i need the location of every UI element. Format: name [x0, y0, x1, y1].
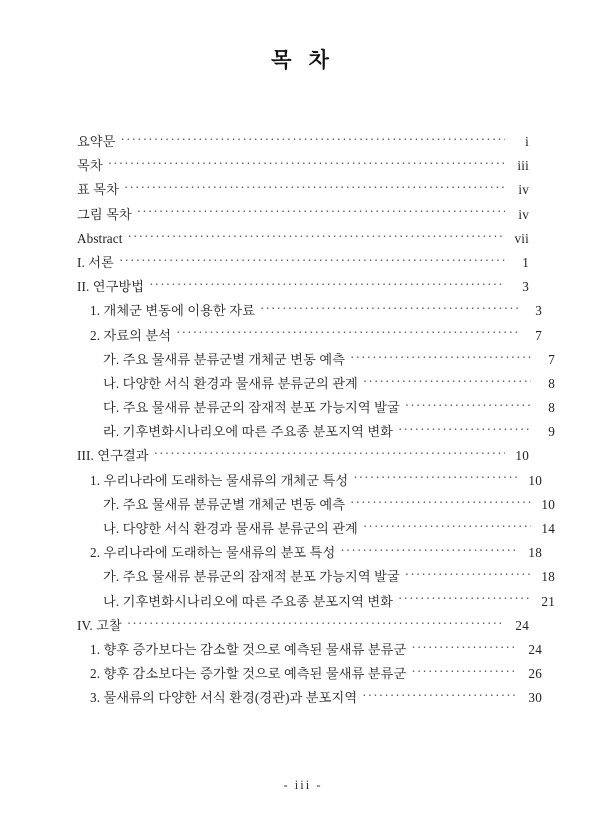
toc-entry-page-number: 8 [548, 375, 555, 391]
toc-entry-label: 2. 자료의 분석 [90, 327, 172, 343]
toc-entry[interactable] [77, 227, 529, 251]
toc-entry-label: 2. 우리나라에 도래하는 물새류의 분포 특성 [90, 545, 336, 561]
toc-entry-page-number: i [525, 134, 529, 149]
toc-entry-label: 목차 [77, 158, 103, 174]
dot-leader [398, 592, 531, 605]
toc-entry[interactable] [103, 590, 555, 614]
toc-entry-page-number: iv [518, 182, 529, 198]
dot-leader [119, 254, 505, 267]
toc-entry-label: 2. 향후 감소보다는 증가할 것으로 예측된 물새류 분류군 [90, 666, 407, 682]
dot-leader [353, 471, 518, 484]
toc-entry[interactable] [103, 565, 555, 589]
toc-entry-label: 1. 우리나라에 도래하는 물새류의 개체군 특성 [90, 472, 349, 488]
toc-entry-label: 라. 기후변화시나리오에 따른 주요종 분포지역 변화 [103, 424, 394, 440]
toc-entry[interactable] [90, 469, 542, 493]
toc-entry-page-number: 30 [528, 690, 542, 706]
dot-leader [398, 423, 531, 436]
toc-entry[interactable] [77, 275, 529, 299]
toc-entry-label: 나. 기후변화시나리오에 따른 주요종 분포지역 변화 [103, 593, 394, 609]
dot-leader [363, 375, 531, 388]
dot-leader [121, 133, 505, 146]
dot-leader [363, 520, 531, 533]
toc-entry-label: 나. 다양한 서식 환경과 물새류 분류군의 관계 [103, 521, 358, 536]
toc-entry-page-number: 24 [528, 641, 542, 657]
dot-leader [154, 447, 505, 460]
toc-entry[interactable] [90, 662, 542, 686]
toc-entry[interactable] [103, 517, 555, 541]
toc-entry-page-number: 10 [515, 448, 529, 464]
dot-leader [411, 641, 518, 654]
toc-entry-page-number: 1 [522, 254, 529, 270]
toc-entry-page-number: 18 [528, 545, 542, 561]
toc-entry-page-number: vii [514, 230, 529, 246]
toc-entry-page-number: 10 [541, 496, 555, 512]
toc-entry[interactable] [103, 372, 555, 396]
dot-leader [176, 326, 518, 339]
toc-entry-label: Abstract [77, 230, 123, 246]
toc-entry[interactable] [77, 444, 529, 468]
toc-entry-label: IV. 고찰 [77, 617, 122, 633]
toc-entry[interactable] [77, 130, 529, 154]
toc-entry-label: 나. 다양한 서식 환경과 물새류 분류군의 관계 [103, 375, 358, 391]
toc-entry-page-number: 26 [528, 666, 542, 682]
page-footer-number: - iii - [283, 778, 323, 792]
toc-entry-page-number: 7 [535, 327, 542, 343]
toc-entry-page-number: 7 [548, 351, 555, 367]
toc-entry[interactable] [103, 396, 555, 420]
toc-entry-label: 가. 주요 물새류 분류군의 잠재적 분포 가능지역 발굴 [103, 569, 400, 585]
toc-entry-page-number: 21 [541, 593, 555, 609]
dot-leader [127, 617, 505, 630]
toc-entry-page-number: iii [517, 158, 529, 174]
toc-entry[interactable] [77, 203, 529, 227]
toc-entry-label: 요약문 [77, 134, 116, 149]
toc-entry-page-number: 3 [535, 303, 542, 319]
dot-leader [124, 181, 505, 194]
toc-entry-label: II. 연구방법 [77, 279, 145, 295]
toc-entry[interactable] [103, 493, 555, 517]
toc-entry-page-number: 10 [528, 472, 542, 488]
page-title: 목 차 [271, 48, 335, 72]
dot-leader [350, 496, 531, 509]
toc-entry-label: 다. 주요 물새류 분류군의 잠재적 분포 가능지역 발굴 [103, 400, 400, 416]
toc-entry[interactable] [77, 178, 529, 202]
toc-entry-label: 3. 물새류의 다양한 서식 환경(경관)과 분포지역 [90, 690, 358, 706]
toc-entry-list [77, 130, 555, 711]
toc-entry[interactable] [103, 420, 555, 444]
toc-entry-page-number: iv [518, 206, 529, 222]
toc-entry[interactable] [90, 324, 542, 348]
toc-entry-label: 표 목차 [77, 182, 119, 198]
toc-entry-label: I. 서론 [77, 254, 114, 270]
toc-entry[interactable] [90, 638, 542, 662]
toc-entry-page-number: 8 [548, 400, 555, 416]
dot-leader [350, 351, 531, 364]
dot-leader [340, 544, 518, 557]
toc-entry-page-number: 3 [522, 279, 529, 295]
toc-entry[interactable] [90, 541, 542, 565]
toc-entry-page-number: 14 [541, 521, 555, 536]
dot-leader [411, 665, 518, 678]
toc-entry-page-number: 9 [548, 424, 555, 440]
toc-entry[interactable] [103, 348, 555, 372]
toc-entry[interactable] [90, 299, 542, 323]
toc-entry[interactable] [90, 686, 542, 710]
toc-entry-label: 가. 주요 물새류 분류군별 개체군 변동 예측 [103, 496, 346, 512]
dot-leader [127, 230, 505, 243]
toc-entry-label: 그림 목차 [77, 206, 132, 222]
toc-entry-label: 1. 향후 증가보다는 감소할 것으로 예측된 물새류 분류군 [90, 641, 407, 657]
toc-entry-page-number: 24 [515, 617, 529, 633]
dot-leader [137, 205, 505, 218]
toc-entry-page-number: 18 [541, 569, 555, 585]
toc-entry-label: 1. 개체군 변동에 이용한 자료 [90, 303, 255, 319]
dot-leader [362, 689, 518, 702]
toc-entry[interactable] [77, 251, 529, 275]
toc-entry-label: 가. 주요 물새류 분류군별 개체군 변동 예측 [103, 351, 346, 367]
toc-entry[interactable] [77, 154, 529, 178]
dot-leader [405, 399, 531, 412]
toc-entry[interactable] [77, 614, 529, 638]
dot-leader [149, 278, 505, 291]
dot-leader [405, 568, 531, 581]
dot-leader [260, 302, 518, 315]
dot-leader [108, 157, 505, 170]
toc-entry-label: III. 연구결과 [77, 448, 149, 464]
